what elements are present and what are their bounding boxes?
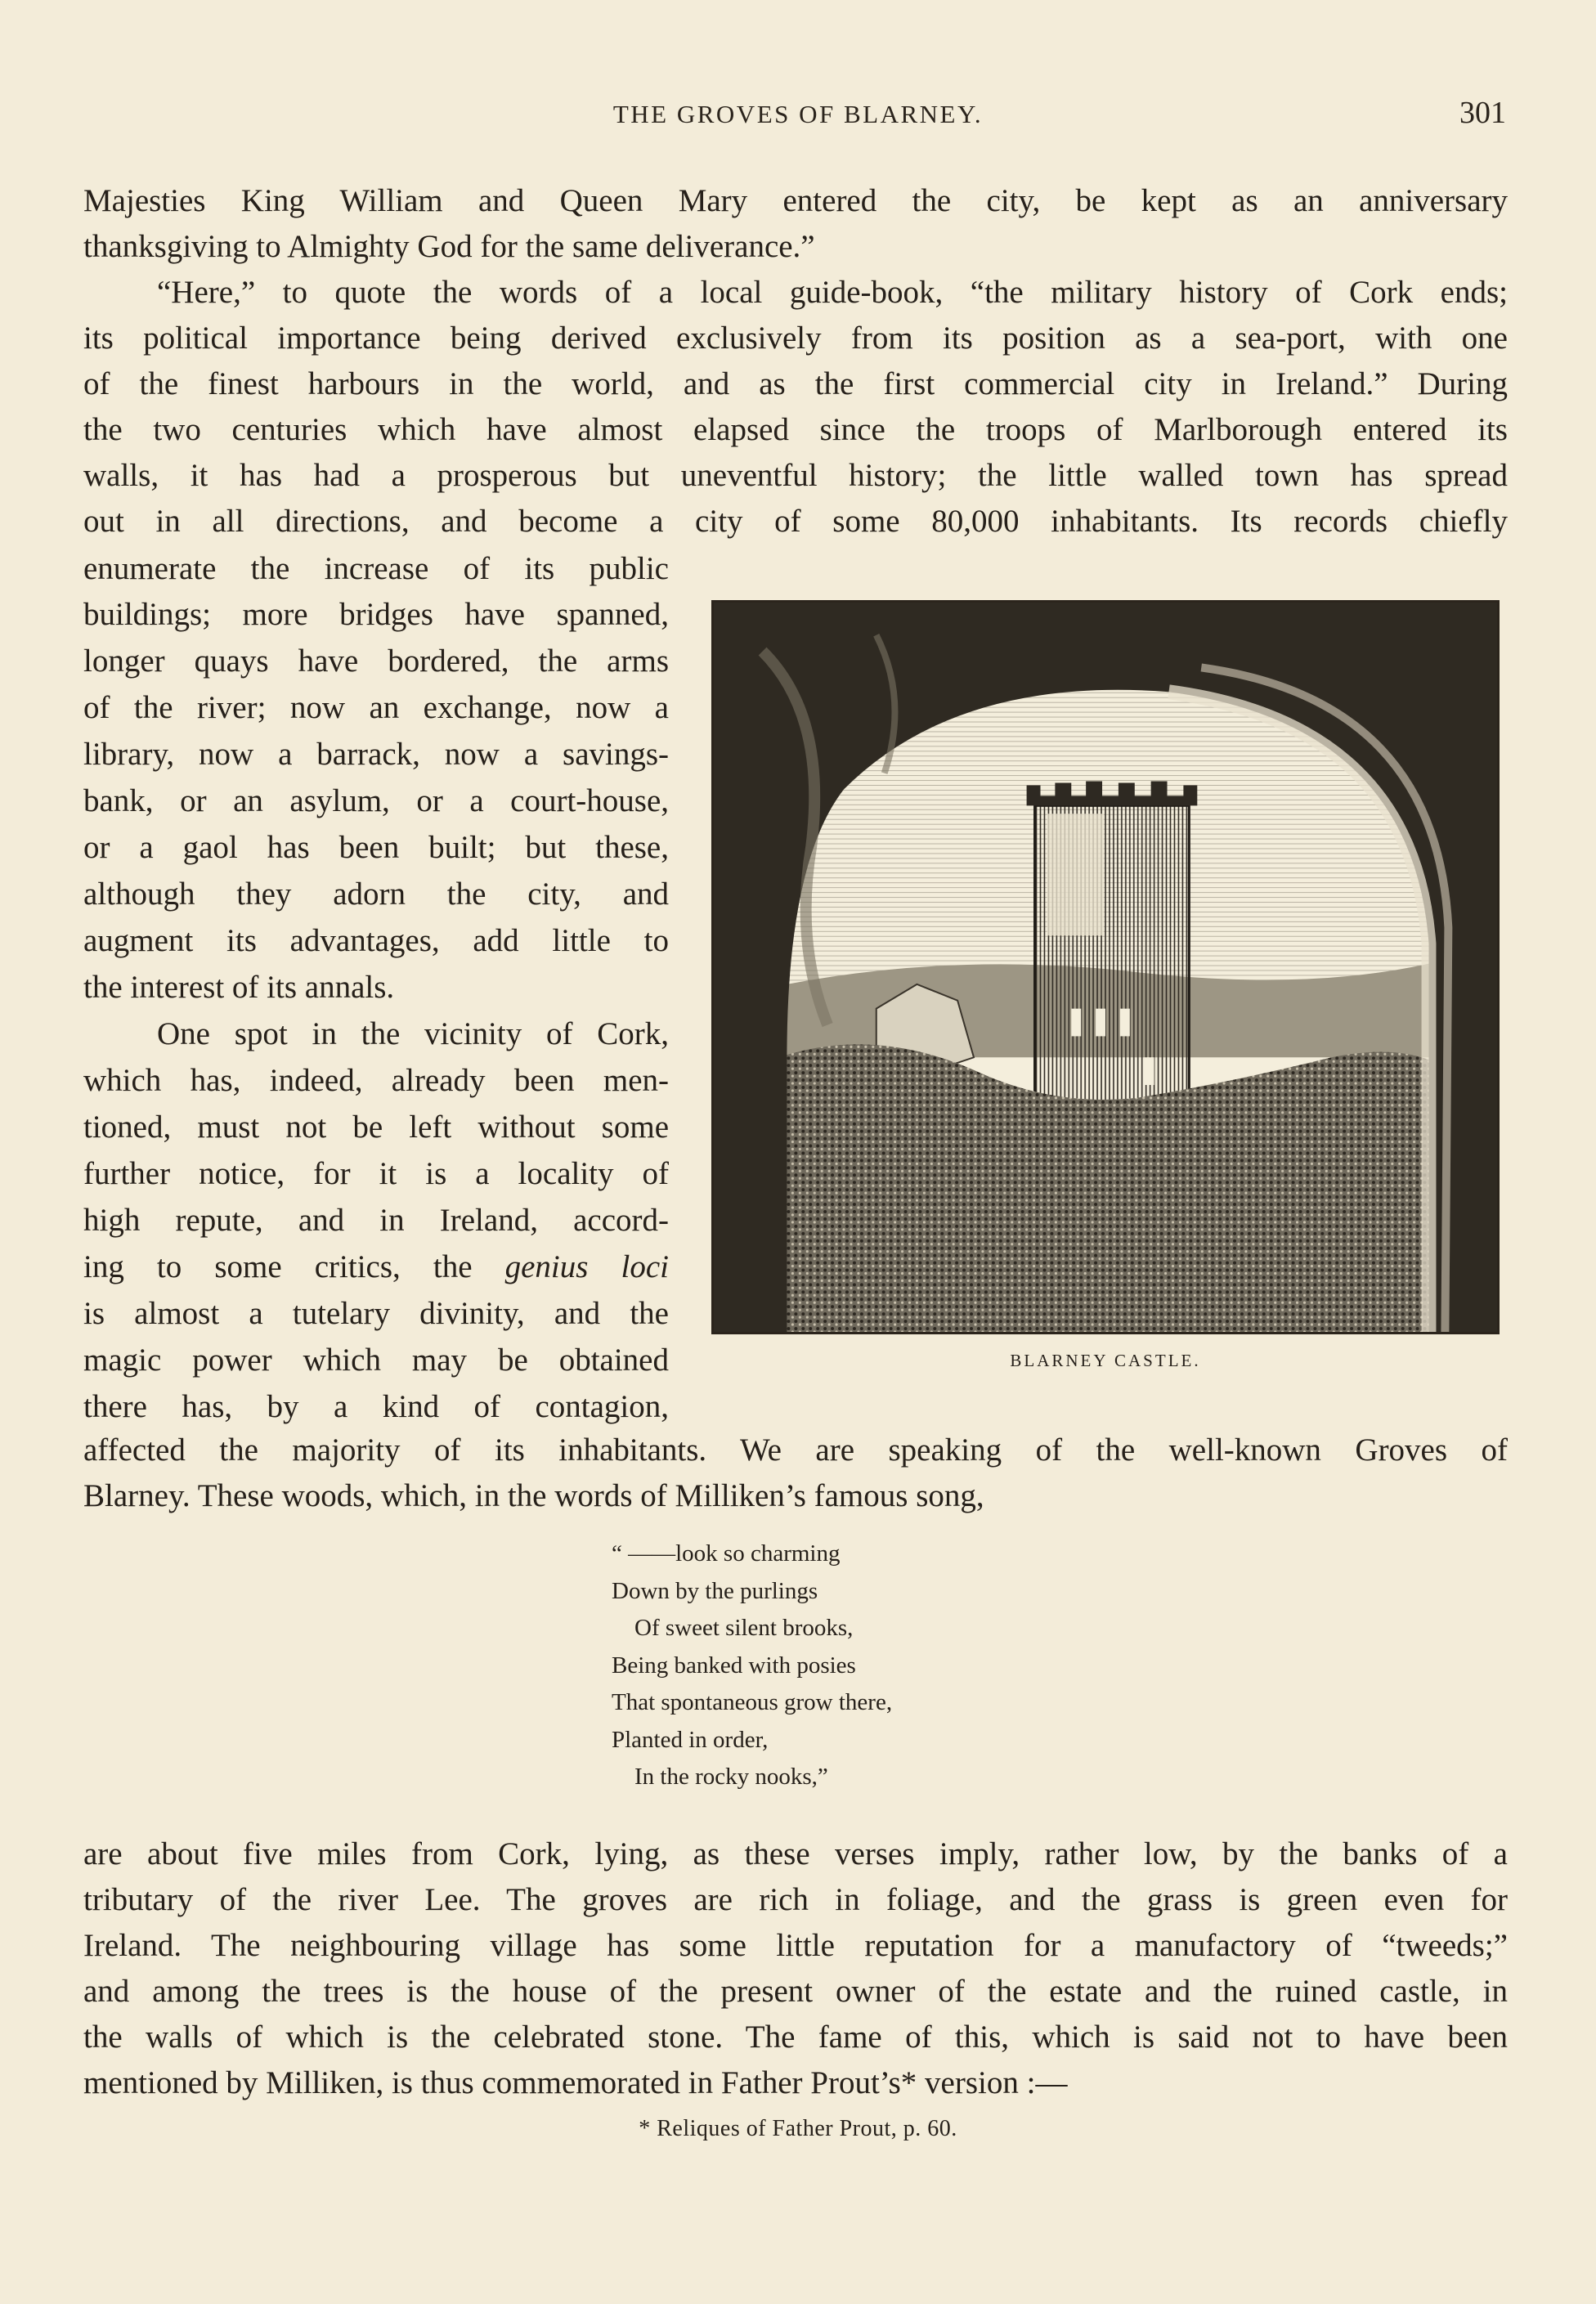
body-line: bank, or an asylum, or a court-house, — [83, 783, 669, 818]
body-line: are about five miles from Cork, lying, as these verses imply, rather low, by the banks of a — [83, 1836, 1508, 1871]
verse-line: In the rocky nooks,” — [634, 1764, 828, 1790]
engraving-illustration — [714, 603, 1497, 1332]
body-line: One spot in the vicinity of Cork, — [157, 1016, 669, 1051]
verse-line: Planted in order, — [612, 1726, 769, 1753]
running-head: THE GROVES OF BLARNEY. — [612, 100, 984, 128]
verse-quotation — [612, 1535, 1069, 1796]
body-line: out in all directions, and become a city of some 80,000 inhabitants. Its records chiefly — [83, 504, 1508, 539]
figure-caption: BLARNEY CASTLE. — [1010, 1351, 1201, 1370]
blarney-castle-engraving — [711, 600, 1500, 1334]
page-number: 301 — [1459, 96, 1506, 130]
italic-phrase: genius loci — [504, 1249, 669, 1284]
body-line: longer quays have bordered, the arms — [83, 643, 669, 679]
body-line: library, now a barrack, now a savings- — [83, 737, 669, 772]
body-line: Blarney. These woods, which, in the words of Milliken’s famous song, — [83, 1478, 984, 1513]
body-line: Ireland. The neighbouring village has some little reputation for a manufactory of “tweeds;” — [83, 1928, 1508, 1963]
body-line: the interest of its annals. — [83, 970, 395, 1005]
body-line: “Here,” to quote the words of a local guide-book, “the military history of Cork ends; — [157, 275, 1508, 310]
body-line: the two centuries which have almost elapsed since the troops of Marlborough entered its — [83, 412, 1508, 447]
verse-line: Of sweet silent brooks, — [634, 1615, 854, 1641]
body-line: mentioned by Milliken, is thus commemorated in Father Prout’s* version :— — [83, 2065, 1068, 2100]
verse-line: That spontaneous grow there, — [612, 1689, 893, 1715]
body-line: there has, by a kind of contagion, — [83, 1389, 669, 1424]
verse-line: Being banked with posies — [612, 1652, 856, 1679]
body-line: Majesties King William and Queen Mary entered the city, be kept as an anniversary — [83, 183, 1508, 218]
footnote: * Reliques of Father Prout, p. 60. — [639, 2116, 957, 2141]
body-line: augment its advantages, add little to — [83, 923, 669, 958]
body-line: is almost a tutelary divinity, and the — [83, 1296, 669, 1331]
body-line: and among the trees is the house of the present owner of the estate and the ruined castle, in — [83, 1974, 1508, 2009]
body-line: which has, indeed, already been men- — [83, 1063, 669, 1098]
body-line: walls, it has had a prosperous but uneventful history; the little walled town has spread — [83, 458, 1508, 493]
body-line: although they adorn the city, and — [83, 876, 669, 912]
body-line: magic power which may be obtained — [83, 1343, 669, 1378]
body-line: its political importance being derived exclusively from its position as a sea-port, with one — [83, 320, 1508, 356]
body-line: of the river; now an exchange, now a — [83, 690, 669, 725]
body-line: tioned, must not be left without some — [83, 1109, 669, 1145]
body-line: high repute, and in Ireland, accord- — [83, 1203, 669, 1238]
body-line: enumerate the increase of its public — [83, 551, 669, 586]
body-line: further notice, for it is a locality of — [83, 1156, 669, 1191]
body-line: affected the majority of its inhabitants. We are speaking of the well-known Groves of — [83, 1432, 1508, 1468]
body-line-text: ing to some critics, the — [83, 1249, 505, 1284]
body-line: of the finest harbours in the world, and as the first commercial city in Ireland.” During — [83, 366, 1508, 401]
body-line — [83, 1244, 669, 1290]
body-line: the walls of which is the celebrated stone. The fame of this, which is said not to have been — [83, 2019, 1508, 2055]
verse-line: Down by the purlings — [612, 1577, 818, 1604]
verse-line: “ ——look so charming — [612, 1540, 841, 1567]
body-line: tributary of the river Lee. The groves are rich in foliage, and the grass is green even for — [83, 1882, 1508, 1917]
body-line: thanksgiving to Almighty God for the same deliverance.” — [83, 229, 815, 264]
body-line: buildings; more bridges have spanned, — [83, 597, 669, 632]
body-line: or a gaol has been built; but these, — [83, 830, 669, 865]
